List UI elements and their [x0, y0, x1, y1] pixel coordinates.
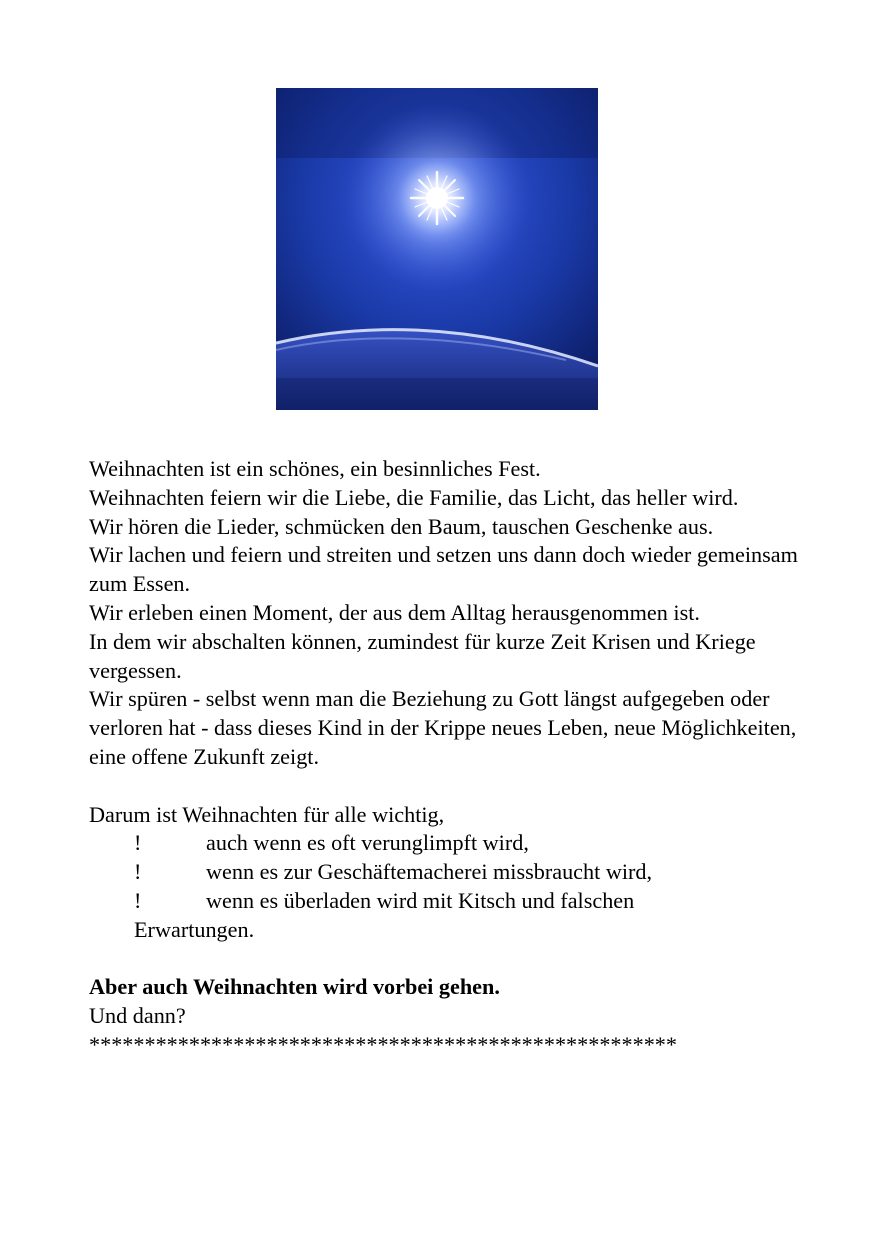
bold-statement: Aber auch Weihnachten wird vorbei gehen. — [89, 974, 500, 1000]
paragraph: Weihnachten ist ein schönes, ein besinnliches Fest. — [89, 456, 541, 481]
exclamation-bullet-icon: ! — [134, 887, 142, 913]
spacer — [89, 945, 809, 974]
spacer — [89, 772, 809, 801]
bullet-list — [89, 829, 809, 944]
list-item — [89, 887, 809, 945]
list-item-text: wenn es zur Geschäftemacherei missbraucht wird, — [206, 859, 653, 885]
list-item-continuation: Erwartungen. — [134, 916, 255, 942]
list-item — [89, 829, 809, 858]
exclamation-bullet-icon: ! — [134, 830, 142, 856]
closing-question: Und dann? — [89, 1003, 186, 1029]
paragraph: Weihnachten feiern wir die Liebe, die Familie, das Licht, das heller wird. — [89, 484, 739, 510]
list-item-text: auch wenn es oft verunglimpft wird, — [206, 830, 529, 856]
asterisk-separator: ***************************************************** — [89, 1031, 677, 1057]
list-intro: Darum ist Weihnachten für alle wichtig, — [89, 801, 445, 827]
paragraph: Wir hören die Lieder, schmücken den Baum, tauschen Geschenke aus. — [89, 513, 714, 539]
paragraph: Wir erleben einen Moment, der aus dem Alltag herausgenommen ist. — [89, 599, 700, 625]
exclamation-bullet-icon: ! — [134, 859, 142, 885]
paragraph: In dem wir abschalten können, zumindest für kurze Zeit Krisen und Kriege vergessen. — [89, 628, 756, 683]
list-item — [89, 858, 809, 887]
list-item-text: wenn es überladen wird mit Kitsch und falschen — [206, 887, 635, 913]
paragraph: Wir spüren - selbst wenn man die Beziehung zu Gott längst aufgegeben oder verloren hat - dass dieses Kind in der Krippe neues Leben, neue Möglichkeiten, eine offene Zukunft zeigt. — [89, 686, 797, 769]
star-over-horizon-image — [276, 88, 598, 410]
paragraph: Wir lachen und feiern und streiten und setzen uns dann doch wieder gemeinsam zum Essen. — [89, 542, 798, 597]
document-text — [89, 455, 809, 1060]
